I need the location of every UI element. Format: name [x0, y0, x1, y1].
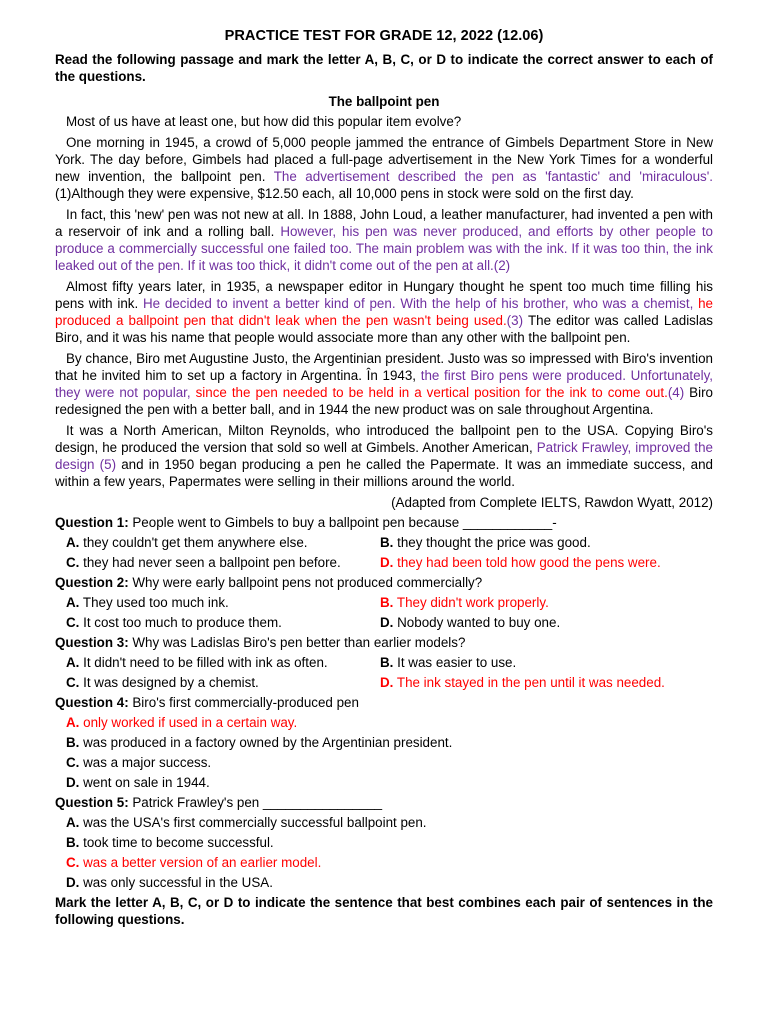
- passage-text: Biro redesigned the pen with a better ball, and in 1944 the new product was on sale throughout Argentina.: [55, 385, 713, 417]
- highlighted-evidence: He decided to invent a better kind of pen. With the help of his brother, who was a chemist,: [143, 296, 694, 311]
- passage-source: (Adapted from Complete IELTS, Rawdon Wyatt, 2012): [391, 495, 713, 510]
- option-a: [55, 654, 380, 671]
- option-a: [55, 594, 380, 611]
- option-letter: C.: [66, 615, 80, 630]
- option-text: was only successful in the USA.: [79, 875, 273, 890]
- question-number: Question 2:: [55, 575, 129, 590]
- question-2: [55, 574, 713, 591]
- option-letter: A.: [66, 535, 80, 550]
- option-a-answer: [55, 714, 713, 731]
- option-letter: B.: [380, 655, 394, 670]
- option-letter: D.: [380, 615, 394, 630]
- option-b-answer: [380, 594, 705, 611]
- option-row: [55, 674, 713, 691]
- question-number: Question 4:: [55, 695, 129, 710]
- option-letter: D.: [380, 675, 394, 690]
- option-letter: C.: [66, 675, 80, 690]
- option-text: was the USA's first commercially successful ballpoint pen.: [79, 815, 427, 830]
- option-text: Nobody wanted to buy one.: [393, 615, 561, 630]
- option-a: [55, 534, 380, 551]
- option-text: It cost too much to produce them.: [79, 615, 282, 630]
- option-text: they had been told how good the pens were.: [393, 555, 661, 570]
- option-row: [55, 554, 713, 571]
- option-letter: A.: [66, 595, 80, 610]
- option-c: [55, 754, 713, 771]
- option-d-answer: [380, 674, 705, 691]
- option-row: [55, 534, 713, 551]
- question-text: Patrick Frawley's pen ________________: [128, 795, 383, 810]
- option-c-answer: [55, 854, 713, 871]
- question-number: Question 3:: [55, 635, 129, 650]
- option-a: [55, 814, 713, 831]
- highlighted-evidence: However, his pen was never produced, and efforts by other people to produce a commercially successful one failed too. The main problem was with the ink. If it was too thin, the ink leaked out of the pen. If it was too thick, it didn't come out of the pen at all.(2): [55, 224, 713, 273]
- section-instruction-combine: Mark the letter A, B, C, or D to indicate the sentence that best combines each pair of sentences in the following questions.: [55, 895, 713, 927]
- option-text: They used too much ink.: [79, 595, 229, 610]
- option-d: [55, 774, 713, 791]
- evidence-marker: (3): [506, 313, 524, 328]
- highlighted-evidence: the first Biro pens were produced. Unfortunately, they were not popular,: [55, 368, 713, 400]
- answer-evidence: he produced a ballpoint pen that didn't leak when the pen wasn't being used.: [55, 296, 713, 328]
- option-text: It didn't need to be filled with ink as often.: [79, 655, 328, 670]
- passage-text: By chance, Biro met Augustine Justo, the Argentinian president. Justo was so impressed with Biro's invention that he invited him to set up a factory in Argentina. În 1943,: [55, 351, 713, 383]
- question-4: [55, 694, 713, 711]
- option-row: [55, 594, 713, 611]
- option-b: [380, 654, 705, 671]
- option-letter: B.: [66, 735, 80, 750]
- question-number: Question 5:: [55, 795, 129, 810]
- option-letter: A.: [66, 815, 80, 830]
- passage-text: In fact, this 'new' pen was not new at all. In 1888, John Loud, a leather manufacturer, had invented a pen with a reservoir of ink and a rolling ball.: [55, 207, 713, 239]
- passage-text: (1)Although they were expensive, $12.50 each, all 10,000 pens in stock were sold on the first day.: [55, 186, 634, 201]
- passage-paragraph-6: [55, 422, 713, 490]
- option-b: [55, 734, 713, 751]
- passage-text: One morning in 1945, a crowd of 5,000 people jammed the entrance of Gimbels Department Store in New York. The day before, Gimbels had placed a full-page advertisement in the New York Times for a wonderful new invention, the ballpoint pen.: [55, 135, 713, 184]
- highlighted-evidence: The advertisement described the pen as 'fantastic' and 'miraculous'.: [273, 169, 714, 184]
- option-letter: B.: [380, 595, 394, 610]
- option-c: [55, 674, 380, 691]
- passage-paragraph-2: [55, 134, 713, 202]
- passage-text: The editor was called Ladislas Biro, and it was his name that people would associate more than any other with the ballpoint pen.: [55, 313, 713, 345]
- passage-text: It was a North American, Milton Reynolds, who introduced the ballpoint pen to the USA. Copying Biro's design, he produced the version that sold so well at Gimbels. Another American,: [55, 423, 713, 455]
- option-text: they couldn't get them anywhere else.: [79, 535, 308, 550]
- option-text: It was easier to use.: [393, 655, 517, 670]
- option-letter: A.: [66, 715, 80, 730]
- passage-paragraph-1: [55, 113, 713, 130]
- option-letter: D.: [380, 555, 394, 570]
- option-text: was a better version of an earlier model.: [79, 855, 322, 870]
- option-letter: B.: [380, 535, 394, 550]
- option-d-answer: [380, 554, 705, 571]
- option-row: [55, 614, 713, 631]
- question-3: [55, 634, 713, 651]
- option-d: [55, 874, 713, 891]
- question-text: Biro's first commercially-produced pen: [128, 695, 359, 710]
- question-text: Why was Ladislas Biro's pen better than earlier models?: [128, 635, 466, 650]
- option-c: [55, 554, 380, 571]
- option-letter: A.: [66, 655, 80, 670]
- option-letter: D.: [66, 875, 80, 890]
- option-text: The ink stayed in the pen until it was needed.: [393, 675, 665, 690]
- passage-paragraph-3: [55, 206, 713, 274]
- option-b: [380, 534, 705, 551]
- question-5: [55, 794, 713, 811]
- option-text: was a major success.: [79, 755, 212, 770]
- section-instruction: Read the following passage and mark the letter A, B, C, or D to indicate the correct answer to each of the questions.: [55, 52, 713, 84]
- passage-text: Most of us have at least one, but how did this popular item evolve?: [66, 114, 462, 129]
- option-letter: C.: [66, 855, 80, 870]
- option-c: [55, 614, 380, 631]
- passage-text: Almost fifty years later, in 1935, a newspaper editor in Hungary thought he spent too much time filling his pens with ink.: [55, 279, 713, 311]
- option-text: took time to become successful.: [79, 835, 274, 850]
- passage-paragraph-4: [55, 278, 713, 346]
- option-text: went on sale in 1944.: [79, 775, 210, 790]
- option-text: they thought the price was good.: [393, 535, 591, 550]
- passage-title: The ballpoint pen: [328, 94, 440, 109]
- question-1: [55, 514, 713, 531]
- option-letter: C.: [66, 755, 80, 770]
- option-row: [55, 654, 713, 671]
- evidence-marker: (4): [667, 385, 685, 400]
- option-text: they had never seen a ballpoint pen before.: [79, 555, 341, 570]
- option-d: [380, 614, 705, 631]
- option-text: They didn't work properly.: [393, 595, 549, 610]
- answer-evidence: since the pen needed to be held in a vertical position for the ink to come out.: [190, 385, 668, 400]
- question-text: People went to Gimbels to buy a ballpoint pen because ____________-: [128, 515, 557, 530]
- page-title: PRACTICE TEST FOR GRADE 12, 2022 (12.06): [224, 28, 544, 44]
- option-letter: D.: [66, 775, 80, 790]
- question-number: Question 1:: [55, 515, 129, 530]
- option-letter: B.: [66, 835, 80, 850]
- question-text: Why were early ballpoint pens not produced commercially?: [128, 575, 483, 590]
- highlighted-evidence: Patrick Frawley, improved the design (5): [55, 440, 713, 472]
- option-text: was produced in a factory owned by the Argentinian president.: [79, 735, 453, 750]
- option-letter: C.: [66, 555, 80, 570]
- option-text: It was designed by a chemist.: [79, 675, 259, 690]
- passage-paragraph-5: [55, 350, 713, 418]
- option-text: only worked if used in a certain way.: [79, 715, 298, 730]
- option-b: [55, 834, 713, 851]
- passage-text: and in 1950 began producing a pen he called the Papermate. It was an immediate success, and within a few years, Papermates were selling in their millions around the world.: [55, 457, 713, 489]
